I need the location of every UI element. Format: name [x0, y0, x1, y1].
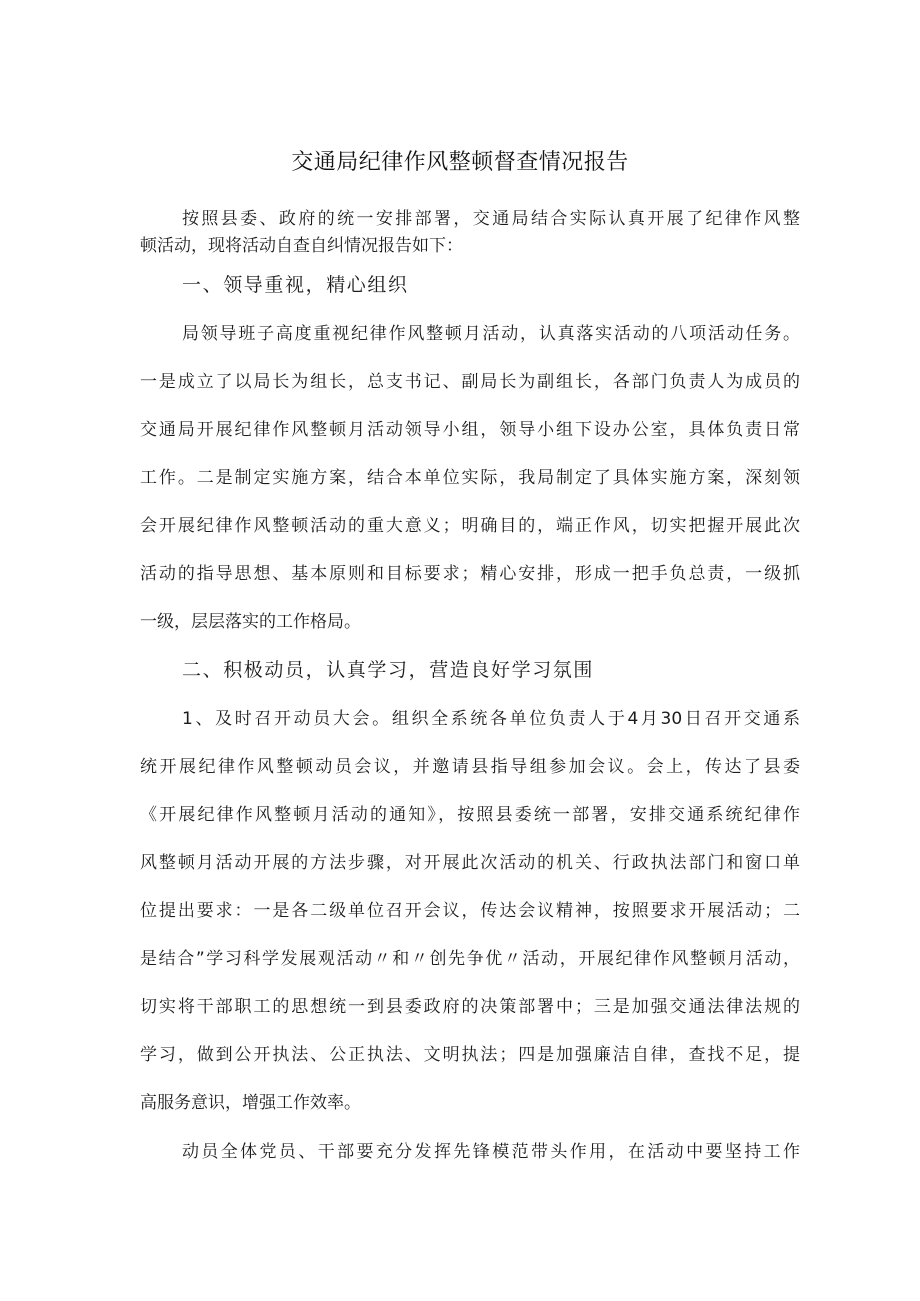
paragraph-line: 《开展纪律作风整顿月活动的通知》，按照县委统一部署，安排交通系统纪律作	[140, 805, 800, 825]
paragraph-line: 活动的指导思想、基本原则和目标要求；精心安排，形成一把手负总责，一级抓	[140, 564, 800, 584]
paragraph-line: 位提出要求：一是各二级单位召开会议，传达会议精神，按照要求开展活动；二	[140, 901, 800, 921]
paragraph-line: 一是成立了以局长为组长，总支书记、副局长为副组长，各部门负责人为成员的	[140, 372, 800, 392]
paragraph-line: 切实将干部职工的思想统一到县委政府的决策部署中；三是加强交通法律法规的	[140, 997, 800, 1017]
paragraph-line: 局领导班子高度重视纪律作风整顿月活动，认真落实活动的八项活动任务。	[182, 324, 800, 344]
paragraph-line: 交通局开展纪律作风整顿月活动领导小组，领导小组下设办公室，具体负责日常	[140, 420, 800, 440]
paragraph-line: 是结合”学习科学发展观活动〃和〃创先争优〃活动，开展纪律作风整顿月活动，	[140, 949, 800, 969]
paragraph-line: 1、及时召开动员大会。组织全系统各单位负责人于4月30日召开交通系	[182, 709, 800, 729]
paragraph-line: 按照县委、政府的统一安排部署，交通局结合实际认真开展了纪律作风整	[182, 209, 800, 229]
paragraph-line: 高服务意识，增强工作效率。	[140, 1093, 361, 1113]
section-heading: 一、领导重视，精心组织	[182, 274, 409, 296]
paragraph-line: 顿活动，现将活动自查自纠情况报告如下：	[140, 236, 463, 256]
paragraph-line: 一级，层层落实的工作格局。	[140, 612, 361, 632]
paragraph-line: 风整顿月活动开展的方法步骤，对开展此次活动的机关、行政执法部门和窗口单	[140, 853, 800, 873]
paragraph-line: 统开展纪律作风整顿动员会议，并邀请县指导组参加会议。会上，传达了县委	[140, 757, 800, 777]
document-title: 交通局纪律作风整顿督查情况报告	[291, 150, 629, 175]
section-heading: 二、积极动员，认真学习，营造良好学习氛围	[182, 659, 595, 681]
paragraph-line: 工作。二是制定实施方案，结合本单位实际，我局制定了具体实施方案，深刻领	[140, 468, 800, 488]
paragraph-line: 动员全体党员、干部要充分发挥先锋模范带头作用，在活动中要坚持工作	[182, 1142, 800, 1162]
paragraph-line: 学习，做到公开执法、公正执法、文明执法；四是加强廉洁自律，查找不足，提	[140, 1045, 800, 1065]
paragraph-line: 会开展纪律作风整顿活动的重大意义；明确目的，端正作风，切实把握开展此次	[140, 516, 800, 536]
